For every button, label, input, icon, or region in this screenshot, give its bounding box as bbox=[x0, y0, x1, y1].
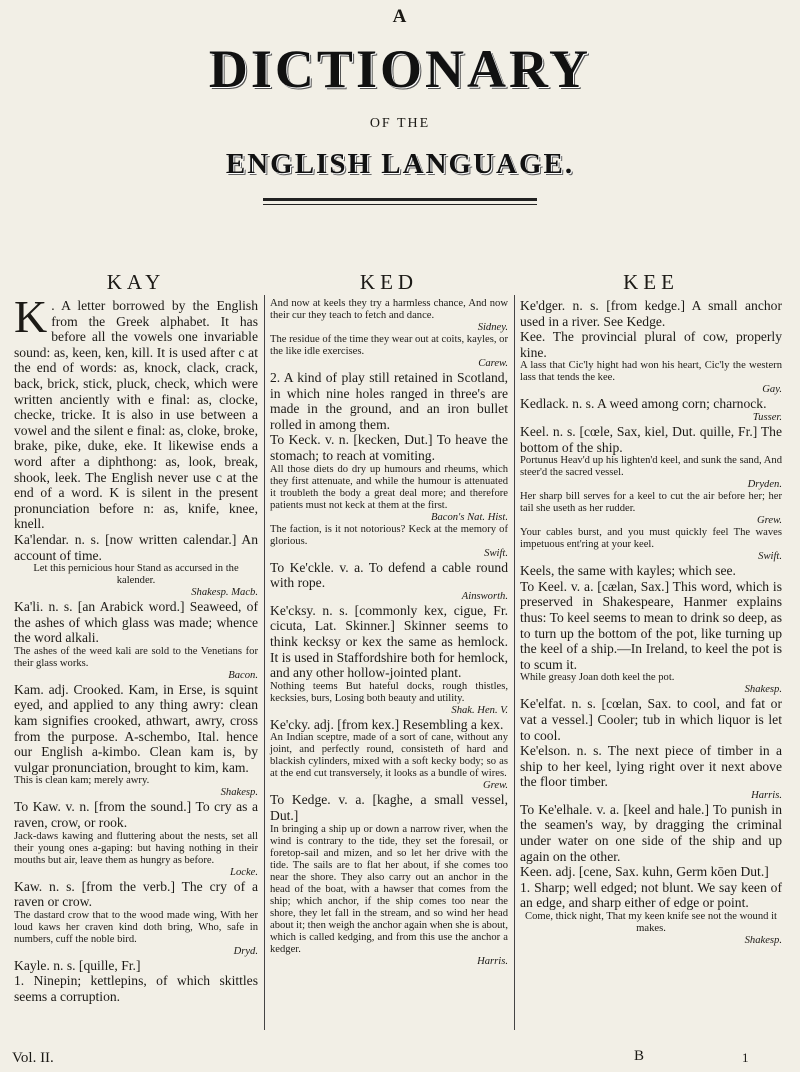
column-head-left: KAY bbox=[106, 270, 166, 294]
column-divider-right bbox=[514, 295, 515, 1030]
entry-keel: Keel. n. s. [cœle, Sax, kiel, Dut. quille, Fr.] The bottom of the ship. bbox=[520, 423, 782, 455]
entry-kam: Kam. adj. Crooked. Kam, in Erse, is squint eyed, and applied to any thing awry: clean kam signifies crooked, athwart, awry, cross from the purpose. A-schembo, Ital. hence our English a-kimbo. Clean kam is, by vulgar pronunciation, brought to kim, kam. bbox=[14, 681, 258, 775]
quote-keen: Come, thick night, That my keen knife see not the wound it makes. bbox=[525, 911, 777, 935]
page-number: 1 bbox=[742, 1050, 749, 1065]
quote-kee: A lass that Cic'ly hight had won his heart, Cic'ly the western lass that tends the kee. bbox=[520, 360, 782, 384]
source-kedlack: Tusser. bbox=[752, 411, 782, 423]
source-kaw-noun: Dryd. bbox=[233, 945, 258, 957]
entry-k-text: . A letter borrowed by the English from the Greek alphabet. It has before all the vowels one invariable sound: as, keen, ken, kill. It is used after c at the end of words: as, knock, clack, crack, back, brick, stick, pluck, check, which were written anciently with e final: as, clocke, checke, tricke. It is also in use between a vowel and the silent e final: as, cloke, broke, brake, pike, duke, eke. It likewise ends a word after a diphthong: as, look, break, shook, leek. The English never use c at the end of a word. K is silent in the present pronunciation before n: as, knife, knee, knell. bbox=[14, 298, 258, 532]
entry-kecky: Ke'cky. adj. [from kex.] Resembling a kex. bbox=[270, 716, 504, 732]
quote-keel: Portunus Heav'd up his lighten'd keel, and sunk the sand, And steer'd the sacred vessel. bbox=[520, 455, 782, 479]
source-keckle: Ainsworth. bbox=[461, 590, 508, 602]
source-kee: Gay. bbox=[762, 384, 782, 396]
entry-kayle-sense-1: 1. Ninepin; kettlepins, of which skittles seems a corruption. bbox=[14, 973, 258, 1004]
source-kayles: Carew. bbox=[478, 358, 508, 369]
quote-kecky: An Indian sceptre, made of a sort of cane, without any joint, and perfectly round, consisteth of hard and blackish cylinders, mixed with a soft kecky body; so as at the end cut transversely, it looks as a bundle of wires. bbox=[270, 732, 508, 780]
source-keck: Bacon's Nat. Hist. bbox=[430, 511, 508, 523]
entry-kalendar: Ka'lendar. n. s. [now written calendar.] An account of time. bbox=[14, 531, 258, 563]
entry-keels: Keels, the same with kayles; which see. bbox=[520, 563, 736, 579]
entry-kedlack: Kedlack. n. s. A weed among corn; charnock. bbox=[520, 396, 767, 412]
entry-k bbox=[14, 291, 258, 532]
source-kecky: Grew. bbox=[482, 780, 508, 792]
source-keen: Shakesp. bbox=[744, 935, 782, 947]
quote-keck-2: The faction, is it not notorious? Keck at the memory of glorious. bbox=[270, 523, 508, 547]
column-divider-left bbox=[264, 295, 265, 1030]
title-of-the: OF THE bbox=[369, 116, 431, 131]
quote-kam: This is clean kam; merely awry. bbox=[14, 775, 150, 787]
entry-keck: To Keck. v. n. [kecken, Dut.] To heave the stomach; to reach at vomiting. bbox=[270, 432, 508, 463]
entry-kedge: To Kedge. v. a. [kaghe, a small vessel, Dut.] bbox=[270, 792, 508, 823]
entry-keelson: Ke'elson. n. s. The next piece of timber in a ship to her keel, lying right over it next above the floor timber. bbox=[520, 743, 782, 790]
quote-kayles: The residue of the time they wear out at coits, kayles, or the like idle exercises. bbox=[270, 334, 508, 357]
source-keel-2: Grew. bbox=[756, 515, 782, 527]
quote-to-keel: While greasy Joan doth keel the pot. bbox=[520, 672, 675, 684]
column-head-right: KEE bbox=[623, 270, 679, 294]
entry-keen: Keen. adj. [cene, Sax. kuhn, Germ kōen Dut.] bbox=[520, 864, 769, 880]
volume-label: Vol. II. bbox=[12, 1050, 54, 1066]
column-right bbox=[520, 298, 782, 947]
entry-keelfat: Ke'elfat. n. s. [cœlan, Sax. to cool, and fat or vat a vessel.] Cooler; tub in which liquor is let to cool. bbox=[520, 696, 782, 743]
source-keels: Sidney. bbox=[477, 322, 508, 333]
quote-keel-3: Your cables burst, and you must quickly feel The waves impetuous ent'ring at your keel. bbox=[520, 527, 782, 551]
quote-kaw-noun: The dastard crow that to the wood made wing, With her loud kaws her craven kind doth bring, Who, safe in numbers, cuff the noble bird. bbox=[14, 909, 258, 945]
title-article: A bbox=[392, 6, 408, 27]
entry-keelhale: To Ke'elhale. v. a. [keel and hale.] To punish in the seamen's way, by dragging the criminal under water on one side of the ship and up again on the other. bbox=[520, 801, 782, 864]
source-kam: Shakesp. bbox=[220, 787, 258, 799]
entry-keckle: To Ke'ckle. v. a. To defend a cable round with rope. bbox=[270, 559, 508, 591]
column-middle bbox=[270, 298, 508, 968]
title-rule-thin bbox=[263, 204, 537, 205]
entry-to-keel: To Keel. v. a. [cælan, Sax.] This word, which is preserved in Shakespeare, Hanmer explains thus: To keel seems to mean to drink so deep, as to turn up the bottom of the pot, like turning up the keel of a ship.—In Ireland, to keel the pot is to scum it. bbox=[520, 578, 782, 672]
entry-kecksy: Ke'cksy. n. s. [commonly kex, cigue, Fr. cicuta, Lat. Skinner.] Skinner seems to think kecksy or kex the same as hemlock. It is used in Staffordshire both for hemlock, and any other hollow-jointed plant. bbox=[270, 602, 508, 681]
entry-kaw-noun: Kaw. n. s. [from the verb.] The cry of a raven or crow. bbox=[14, 878, 258, 910]
entry-kaw-verb: To Kaw. v. n. [from the sound.] To cry as a raven, crow, or rook. bbox=[14, 799, 258, 831]
column-head-middle: KED bbox=[359, 270, 419, 294]
source-keelson: Harris. bbox=[751, 789, 782, 801]
source-keel-3: Swift. bbox=[758, 551, 782, 563]
title-dictionary: DICTIONARY bbox=[208, 39, 592, 99]
quote-kedge: In bringing a ship up or down a narrow river, when the wind is contrary to the tide, they set the foresail, or foretop-sail and mizen, and so let her drive with the tide. The sails are to flat her about, if she comes too near the shore. They also carry out an anchor in the head of the boat, with a hawser that comes from the ship; which anchor, if the ship comes too near the shore, they let fall in the stream, and so wind her head about it; then weigh the anchor again when she is about, which is called kedging, and from this use the anchor a kedger. bbox=[270, 823, 509, 955]
title-rule-thick bbox=[263, 198, 537, 201]
quote-keck: All those diets do dry up humours and rheums, which they first attenuate, and while the humour is attenuated it troubleth the body a great deal more; and therefore patients must not keck at them at the first. bbox=[270, 463, 508, 511]
quote-kaw: Jack-daws kawing and fluttering about the nests, set all their young ones a-gaping: but having nothing in their mouths but air, leave them as hungry as before. bbox=[14, 830, 258, 866]
column-left bbox=[14, 291, 258, 1005]
drop-letter-k: K bbox=[14, 291, 48, 342]
quote-keels: And now at keels they try a harmless chance, And now their cur they teach to fetch and dance. bbox=[270, 298, 508, 321]
entry-kayle-sense-2: 2. A kind of play still retained in Scotland, in which nine holes ranged in three's are made in the ground, and an iron bullet rolled in among them. bbox=[270, 370, 508, 432]
signature-mark: B bbox=[634, 1048, 645, 1064]
entry-kayle: Kayle. n. s. [quille, Fr.] bbox=[14, 957, 141, 973]
source-kecksy: Shak. Hen. V. bbox=[451, 704, 508, 716]
source-keel: Dryden. bbox=[747, 479, 782, 491]
quote-kali: The ashes of the weed kali are sold to the Venetians for their glass works. bbox=[14, 645, 258, 669]
entry-kedger: Ke'dger. n. s. [from kedge.] A small anchor used in a river. See Kedge. bbox=[520, 298, 782, 329]
source-keck-2: Swift. bbox=[484, 547, 508, 559]
source-kaw: Locke. bbox=[230, 866, 258, 878]
quote-kalendar: Let this pernicious hour Stand as accursed in the kalender. bbox=[33, 563, 239, 587]
entry-kee: Kee. The provincial plural of cow, properly kine. bbox=[520, 329, 782, 360]
source-to-keel: Shakesp. bbox=[744, 684, 782, 696]
source-kali: Bacon. bbox=[228, 669, 258, 681]
entry-kali: Ka'li. n. s. [an Arabick word.] Seaweed, of the ashes of which glass was made; whence the word alkali. bbox=[14, 599, 258, 646]
title-language: ENGLISH LANGUAGE. bbox=[225, 148, 575, 180]
source-kedge: Harris. bbox=[477, 955, 508, 967]
entry-keen-sense-1: 1. Sharp; well edged; not blunt. We say keen of an edge, and sharp either of edge or point. bbox=[520, 879, 782, 911]
quote-keel-2: Her sharp bill serves for a keel to cut the air before her; her tail she useth as her rudder. bbox=[520, 491, 782, 515]
source-kalendar: Shakesp. Macb. bbox=[191, 587, 258, 599]
quote-kecksy: Nothing teems But hateful docks, rough thistles, kecksies, burs, Losing both beauty and utility. bbox=[270, 680, 508, 704]
